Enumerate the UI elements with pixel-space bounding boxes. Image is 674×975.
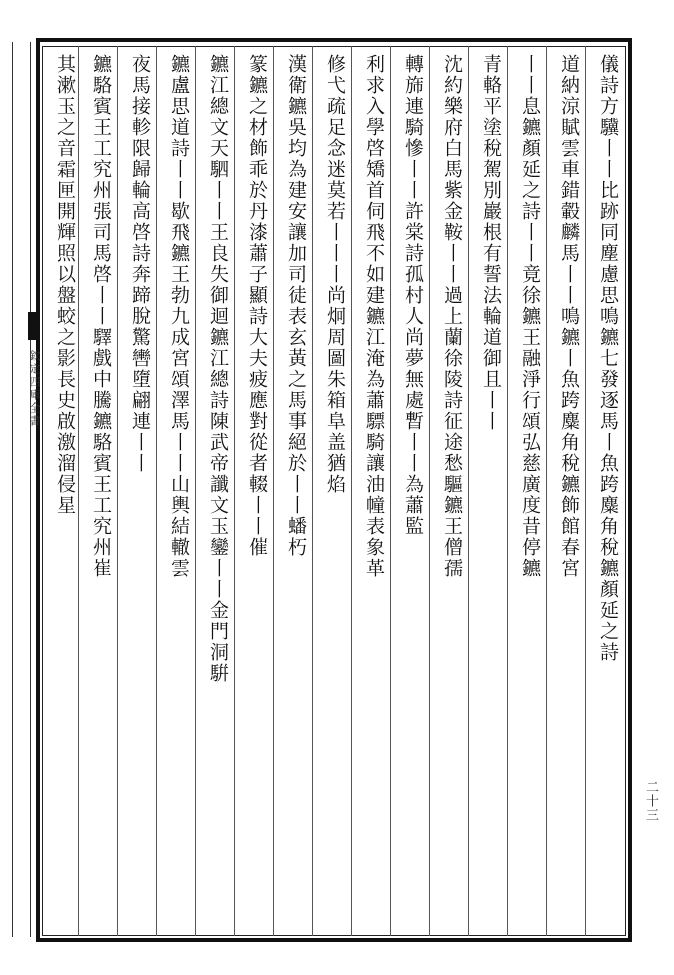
column-text: 鑣江總文天駟丨丨王良失御迴鑣江總詩陳武帝讖文玉鑾丨丨金門洞騈 xyxy=(207,54,229,684)
column-text: 利求入學啓矯首伺飛不如建鑣江淹為蕭驃騎讓油幢表象革 xyxy=(363,54,385,579)
margin-block-mark xyxy=(28,312,40,340)
column-text: 夜馬接軫限歸輪高啓詩奔蹄脫驚轡墮翩連丨丨 xyxy=(129,54,151,474)
margin-edge-label: 欽定四庫全書 xyxy=(28,350,41,428)
column-text: 轉旆連騎慘丨丨許棠詩孤村人尚夢無處暫丨丨為蕭監 xyxy=(402,54,424,537)
page-number: 二十三 xyxy=(643,780,658,822)
column-text: 漢衛鑣吳均為建安讓加司徒表玄黃之馬事絕於丨丨蟠朽 xyxy=(285,54,307,558)
column-text: 儀詩方驥丨丨比跡同塵慮思鳴鑣七發逐馬丨魚跨麋角稅鑣顏延之詩 xyxy=(597,54,619,663)
column-text: 篆鑣之材飾乖於丹漆蕭子顯詩大夫疲應對從者輟丨丨催 xyxy=(246,54,268,558)
column-text: 道納涼賦雲車錯轂麟馬丨丨鳴鑣丨魚跨麋角稅鑣飾館春宮 xyxy=(558,54,580,579)
margin-edge-rule xyxy=(30,42,31,937)
margin-edge-rule xyxy=(12,42,13,937)
text-column xyxy=(42,54,88,926)
column-text: 其漱玉之音霜匣開輝照以盤蛟之影長史啟激溜侵星 xyxy=(54,54,76,516)
column-text: 修弋疏足念迷莫若丨丨丨尚炯周圖朱箱阜盖猶焰 xyxy=(324,54,346,495)
column-text: 青輅平塗稅駕別巖根有誓法輪道御且丨丨 xyxy=(480,54,502,432)
column-text: 沈約樂府白馬紫金鞍丨丨過上蘭徐陵詩征途愁驅鑣王僧孺 xyxy=(441,54,463,579)
column-text: 丨丨息鑣顏延之詩丨丨竟徐鑣王融淨行頌弘慈廣度昔停鑣 xyxy=(519,54,541,579)
column-text: 鑣駱賓王工究州張司馬啓丨丨驛戲中騰鑣駱賓王工究州崔 xyxy=(90,54,112,579)
column-text: 鑣盧思道詩丨丨歇飛鑣王勃九成宮頌澤馬丨丨山輿結轍雲 xyxy=(168,54,190,579)
